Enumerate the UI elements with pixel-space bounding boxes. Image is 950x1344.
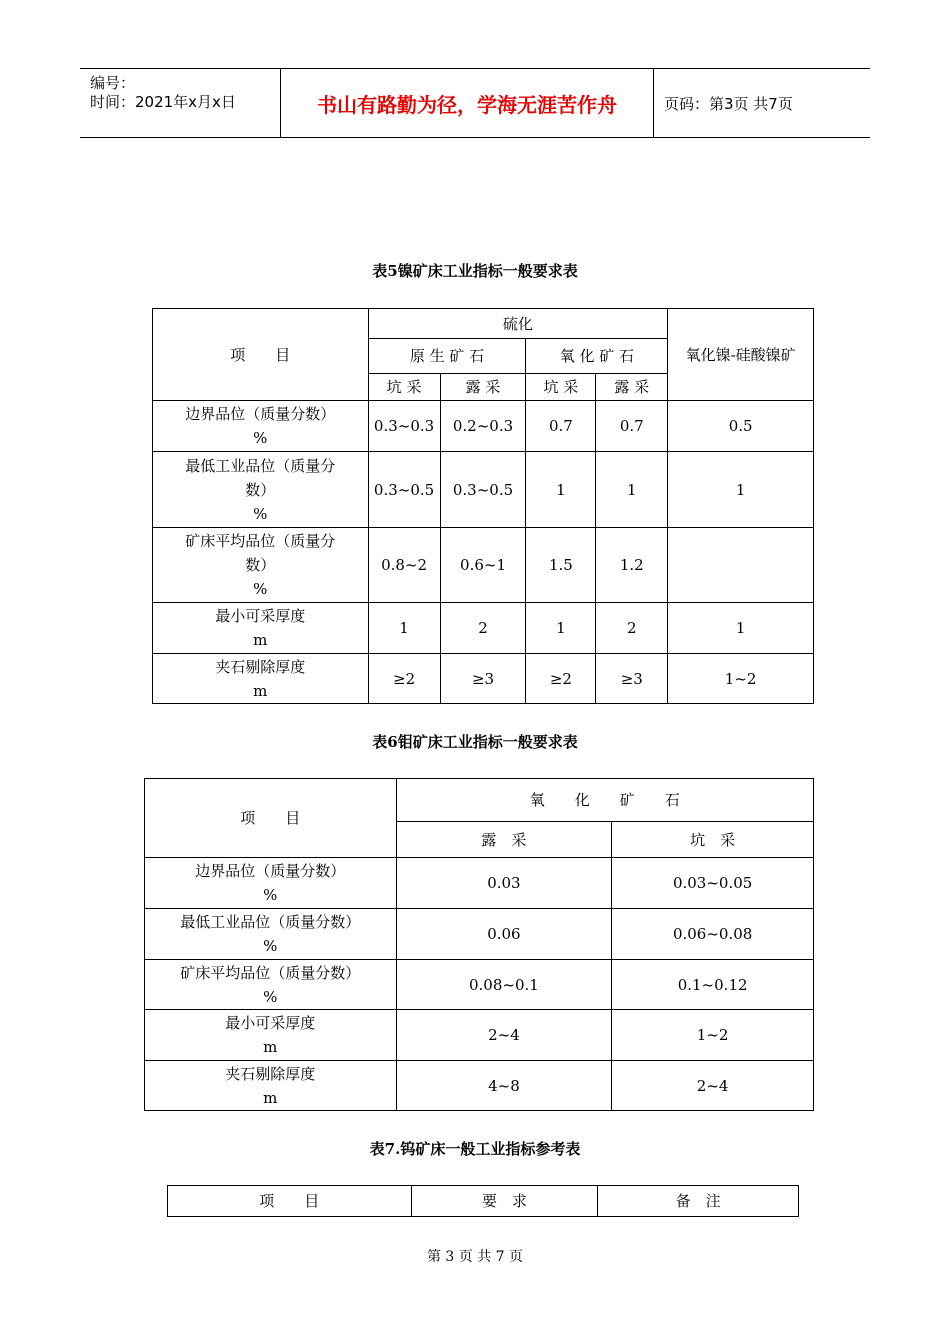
table-cell: 4~8	[396, 1061, 612, 1111]
table-cell: 1	[596, 452, 668, 528]
table-cell: 0.3~0.3	[368, 401, 440, 452]
table5-open2-header: 露 采	[596, 374, 668, 401]
table-cell	[668, 528, 814, 603]
table6-caption: 表6钼矿床工业指标一般要求表	[372, 733, 578, 751]
table-cell: 2~4	[396, 1010, 612, 1061]
time-label: 时间：2021年x月x日	[90, 93, 236, 111]
row-label: 最小可采厚度 m	[145, 1010, 397, 1061]
table-row	[153, 528, 814, 603]
table-cell: 0.3~0.5	[368, 452, 440, 528]
page-footer: 第 3 页 共 7 页	[426, 1249, 524, 1265]
row-label: 最低工业品位（质量分数） %	[145, 909, 397, 960]
table5-oxide-header: 氧 化 矿 石	[526, 339, 668, 374]
table5-primary-header: 原 生 矿 石	[368, 339, 526, 374]
table-row	[145, 858, 814, 909]
row-label: 矿床平均品位（质量分 数） %	[153, 528, 369, 603]
table-cell: 0.03~0.05	[612, 858, 814, 909]
table-cell: 1	[526, 603, 596, 654]
row-label: 边界品位（质量分数） %	[145, 858, 397, 909]
table-cell: 1	[668, 603, 814, 654]
table-cell: ≥3	[440, 654, 526, 704]
table-cell: 0.3~0.5	[440, 452, 526, 528]
table7-caption: 表7.钨矿床一般工业指标参考表	[369, 1140, 581, 1158]
table-row	[145, 1010, 814, 1061]
page-header	[80, 68, 870, 138]
table5-item-header: 项 目	[153, 309, 369, 401]
table-cell: 1.2	[596, 528, 668, 603]
table6-item-header: 项 目	[145, 779, 397, 858]
table-cell: 0.2~0.3	[440, 401, 526, 452]
table-cell: ≥2	[526, 654, 596, 704]
table5-sulfide-header: 硫化	[368, 309, 668, 339]
header-meta	[80, 69, 281, 137]
table-cell: 1~2	[668, 654, 814, 704]
table5-pit1-header: 坑 采	[368, 374, 440, 401]
table7	[167, 1185, 799, 1217]
table-cell: ≥3	[596, 654, 668, 704]
table-cell: 1	[668, 452, 814, 528]
table7-requirement-header: 要 求	[411, 1186, 598, 1217]
table-cell: 0.1~0.12	[612, 960, 814, 1010]
table-cell: 2	[596, 603, 668, 654]
row-label: 最低工业品位（质量分 数） %	[153, 452, 369, 528]
table-cell: ≥2	[368, 654, 440, 704]
table7-remark-header: 备 注	[598, 1186, 799, 1217]
table-row	[145, 960, 814, 1010]
table-cell: 0.7	[526, 401, 596, 452]
table5-caption: 表5镍矿床工业指标一般要求表	[372, 262, 578, 280]
table6-oxide-header: 氧 化 矿 石	[396, 779, 813, 822]
header-motto: 书山有路勤为径，学海无涯苦作舟	[281, 69, 654, 137]
table-cell: 1.5	[526, 528, 596, 603]
table-row	[145, 909, 814, 960]
row-label: 最小可采厚度 m	[153, 603, 369, 654]
table5-silicate-header: 氧化镍-硅酸镍矿	[668, 309, 814, 401]
table6-open-header: 露 采	[396, 822, 612, 858]
table-cell: 1	[368, 603, 440, 654]
table-cell: 0.6~1	[440, 528, 526, 603]
table-cell: 0.06	[396, 909, 612, 960]
table5	[152, 308, 814, 704]
table-cell: 1	[526, 452, 596, 528]
header-page-info: 页码：第3页 共7页	[664, 94, 793, 113]
row-label: 夹石剔除厚度 m	[145, 1061, 397, 1111]
table-row	[153, 603, 814, 654]
table5-pit2-header: 坑 采	[526, 374, 596, 401]
table-cell: 1~2	[612, 1010, 814, 1061]
number-label: 编号：	[90, 74, 136, 92]
table-cell: 0.08~0.1	[396, 960, 612, 1010]
table-cell: 2	[440, 603, 526, 654]
table6	[144, 778, 814, 1111]
table6-pit-header: 坑 采	[612, 822, 814, 858]
table5-open1-header: 露 采	[440, 374, 526, 401]
table-cell: 0.03	[396, 858, 612, 909]
row-label: 夹石剔除厚度 m	[153, 654, 369, 704]
table-row	[145, 1061, 814, 1111]
table7-item-header: 项 目	[168, 1186, 412, 1217]
table-cell: 0.5	[668, 401, 814, 452]
row-label: 矿床平均品位（质量分数） %	[145, 960, 397, 1010]
table-cell: 0.8~2	[368, 528, 440, 603]
table-row	[153, 452, 814, 528]
table-cell: 0.06~0.08	[612, 909, 814, 960]
table-row	[153, 401, 814, 452]
table-cell: 0.7	[596, 401, 668, 452]
table-row	[153, 654, 814, 704]
table-cell: 2~4	[612, 1061, 814, 1111]
row-label: 边界品位（质量分数） %	[153, 401, 369, 452]
